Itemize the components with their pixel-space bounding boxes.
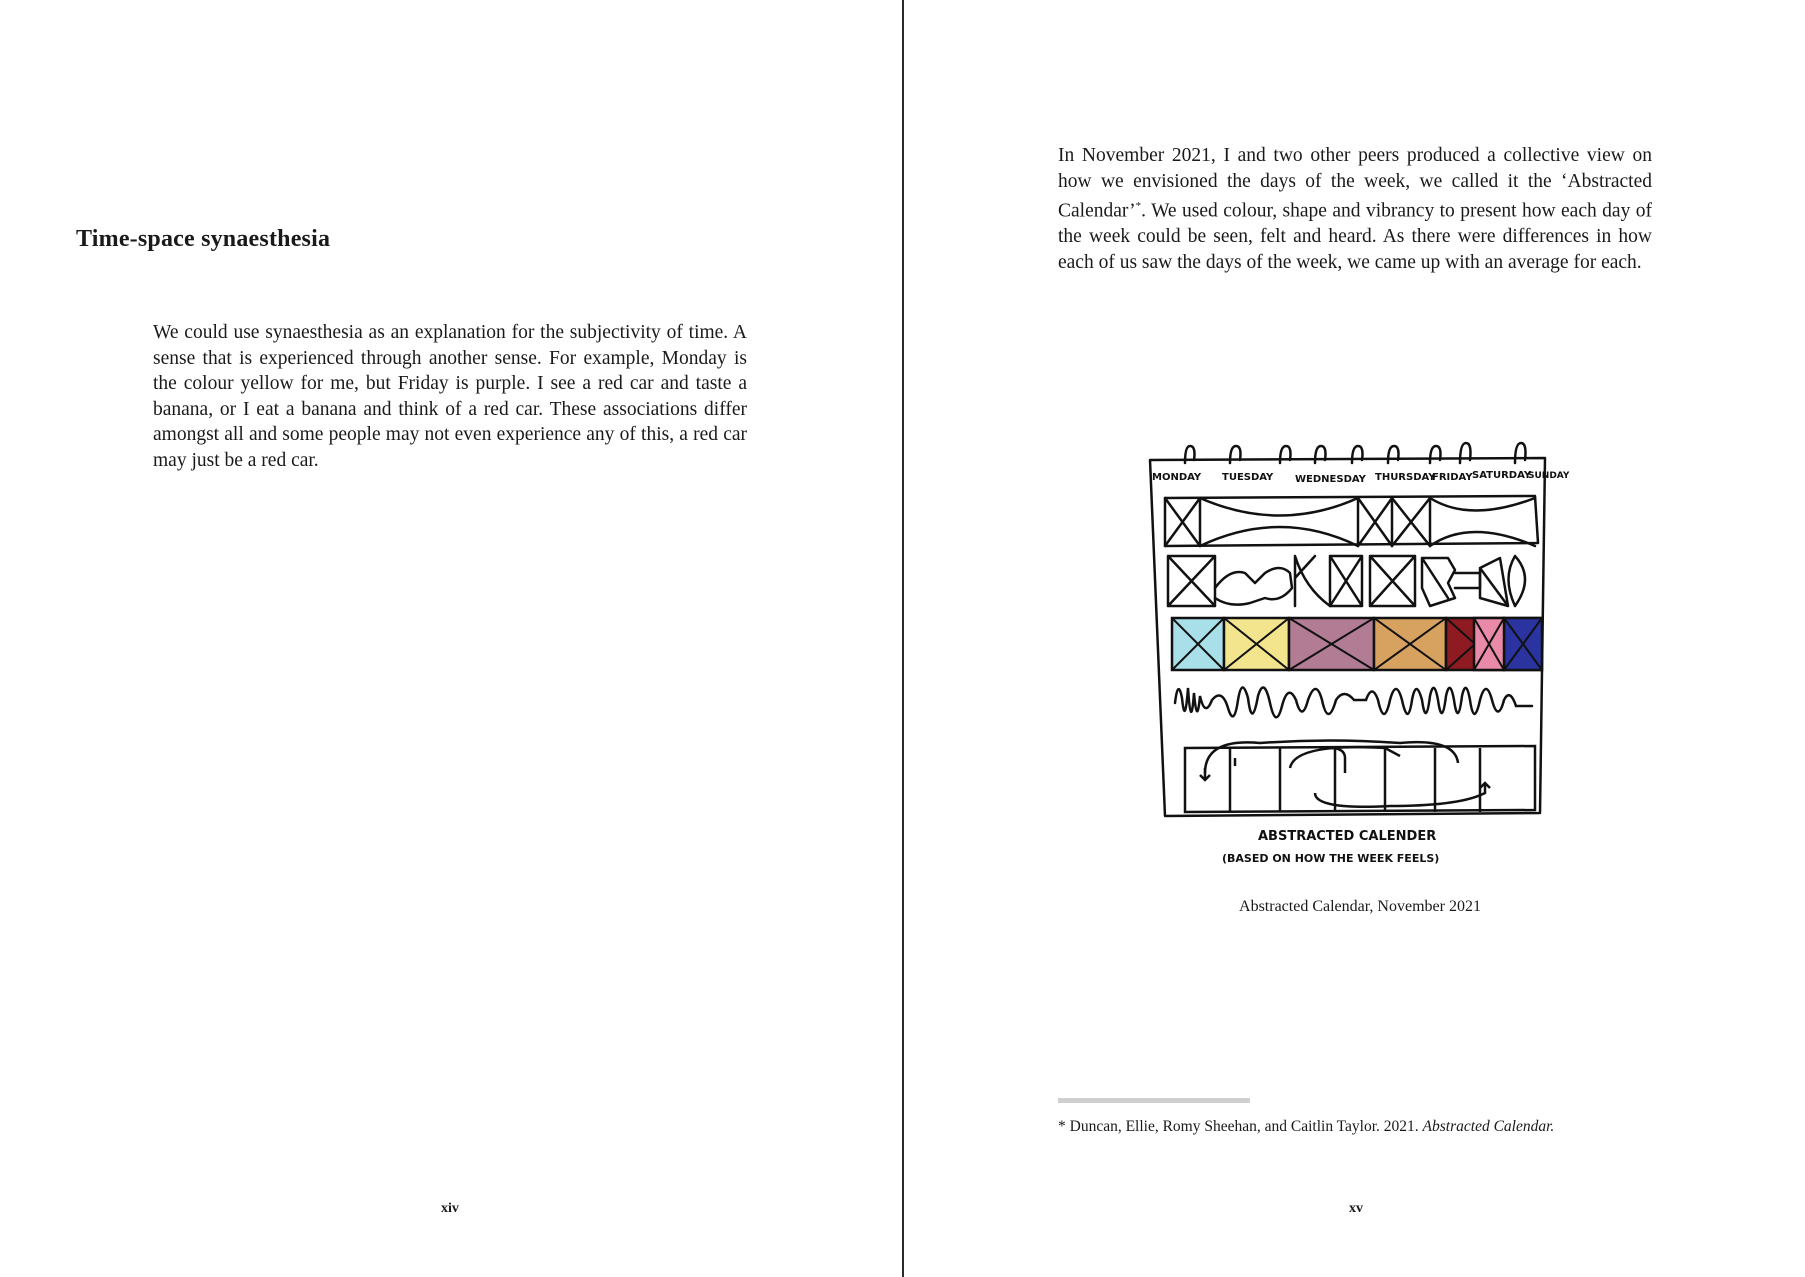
paragraph-text: In November 2021, I and two other peers produced a collective view on how we envisioned the days of the week, we called it the ‘Abstracted Calendar’ [1058, 145, 1652, 222]
footnote [1058, 1117, 1698, 1137]
page-number: xv [1349, 1201, 1363, 1216]
ring [1388, 446, 1399, 463]
footnote-title: Abstracted Calendar. [1422, 1118, 1555, 1135]
row-shapes-2 [1168, 556, 1215, 606]
ring [1352, 446, 1363, 463]
page-number: xiv [441, 1201, 459, 1216]
day-label: SUNDAY [1528, 471, 1570, 481]
ring [1315, 446, 1326, 463]
ring [1515, 443, 1526, 463]
sketch-title: ABSTRACTED CALENDER [1258, 829, 1437, 844]
left-page [0, 0, 902, 1277]
day-label: SATURDAY [1472, 470, 1532, 481]
footnote-divider [1058, 1098, 1250, 1103]
abstracted-calendar-drawing [1130, 438, 1590, 868]
footnote-marker: * [1135, 200, 1142, 213]
footnote-text: * Duncan, Ellie, Romy Sheehan, and Caitlin Taylor. 2021. [1058, 1118, 1423, 1135]
figure-caption: Abstracted Calendar, November 2021 [1239, 898, 1481, 915]
body-paragraph [1058, 143, 1652, 275]
row-waveform [1175, 687, 1532, 717]
page-gutter [902, 0, 904, 1277]
day-label: FRIDAY [1432, 472, 1473, 483]
day-label: WEDNESDAY [1295, 474, 1366, 485]
calendar-sketch [1130, 438, 1590, 868]
day-label: MONDAY [1152, 472, 1202, 483]
right-page [905, 0, 1805, 1277]
ring [1460, 443, 1471, 463]
paragraph-text-continued: . We used colour, shape and vibrancy to present how each day of the week could be seen, felt and heard. As there were differences in how each of us saw the days of the week, we came up with an average for each. [1058, 200, 1652, 273]
sketch-subtitle: (BASED ON HOW THE WEEK FEELS) [1222, 852, 1440, 865]
section-heading: Time-space synaesthesia [76, 226, 331, 252]
day-label: TUESDAY [1222, 472, 1274, 483]
day-label: THURSDAY [1375, 472, 1436, 483]
ring [1430, 446, 1441, 463]
row-week-grid [1185, 741, 1535, 813]
body-paragraph: We could use synaesthesia as an explanation for the subjectivity of time. A sense that is experienced through another sense. For example, Monday is the colour yellow for me, but Friday is purple. I see a red car and taste a banana, or I eat a banana and think of a red car. These associations differ amongst all and some people may not even experience any of this, a red car may just be a red car. [153, 322, 747, 471]
